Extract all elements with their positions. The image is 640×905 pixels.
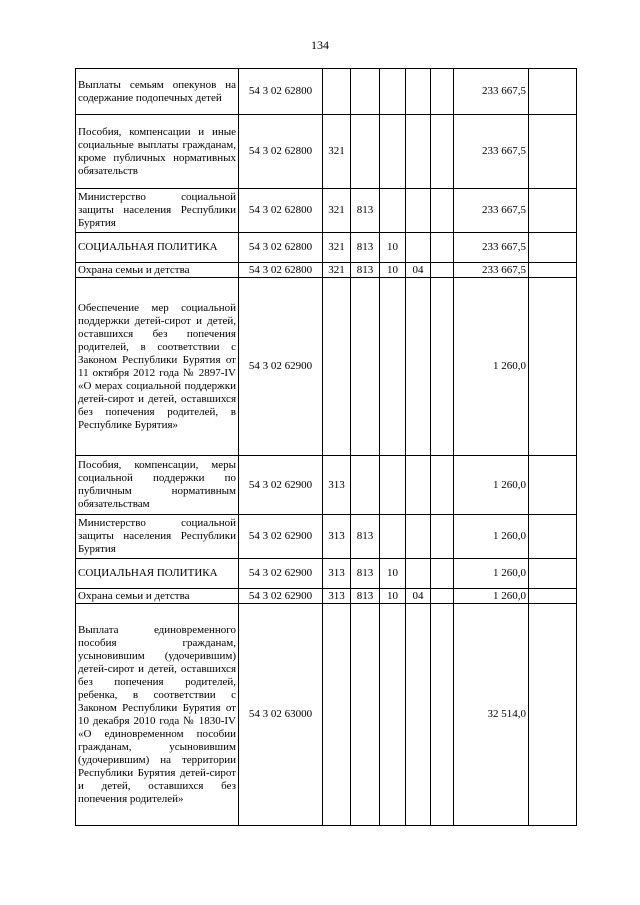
row-ministry-cell xyxy=(351,115,380,189)
row-name-cell: Обеспечение мер социальной поддержки детей-сирот и детей, оставшихся без попечения родителей, в соответствии с Законом Республики Бурятия от 11 октября 2012 года № 2897-IV «О мерах социальной поддержки детей-сирот и детей, оставшихся без попечения родителей, в Республике Бурятия» xyxy=(76,278,239,456)
row-expense-type-cell: 313 xyxy=(323,456,351,515)
row-amount-cell: 233 667,5 xyxy=(454,115,529,189)
row-extra-cell xyxy=(431,278,454,456)
row-code-cell: 54 3 02 62800 xyxy=(239,189,323,233)
row-section-cell xyxy=(380,189,406,233)
row-code-cell: 54 3 02 62800 xyxy=(239,115,323,189)
row-extra-cell xyxy=(431,189,454,233)
row-section-cell xyxy=(380,456,406,515)
row-amount-cell: 1 260,0 xyxy=(454,278,529,456)
row-expense-type-cell xyxy=(323,604,351,826)
row-name-cell: Пособия, компенсации и иные социальные выплаты гражданам, кроме публичных нормативных обязательств xyxy=(76,115,239,189)
row-name-cell: Охрана семьи и детства xyxy=(76,263,239,278)
row-section-cell: 10 xyxy=(380,589,406,604)
row-extra-cell xyxy=(431,589,454,604)
row-blank-cell xyxy=(529,69,577,115)
row-amount-cell: 1 260,0 xyxy=(454,589,529,604)
row-amount-cell: 233 667,5 xyxy=(454,189,529,233)
row-subsection-cell xyxy=(406,189,431,233)
table-row xyxy=(76,456,577,515)
row-section-cell xyxy=(380,69,406,115)
row-expense-type-cell: 321 xyxy=(323,263,351,278)
table-row xyxy=(76,69,577,115)
row-amount-cell: 1 260,0 xyxy=(454,515,529,559)
row-blank-cell xyxy=(529,589,577,604)
row-blank-cell xyxy=(529,559,577,589)
row-ministry-cell: 813 xyxy=(351,559,380,589)
row-subsection-cell xyxy=(406,115,431,189)
row-subsection-cell xyxy=(406,604,431,826)
row-ministry-cell xyxy=(351,278,380,456)
row-ministry-cell: 813 xyxy=(351,515,380,559)
row-blank-cell xyxy=(529,263,577,278)
table-row xyxy=(76,233,577,263)
row-ministry-cell: 813 xyxy=(351,233,380,263)
row-extra-cell xyxy=(431,69,454,115)
row-blank-cell xyxy=(529,278,577,456)
row-expense-type-cell: 321 xyxy=(323,189,351,233)
row-section-cell: 10 xyxy=(380,263,406,278)
row-blank-cell xyxy=(529,604,577,826)
row-section-cell xyxy=(380,115,406,189)
table-body xyxy=(76,69,577,826)
row-ministry-cell xyxy=(351,69,380,115)
row-subsection-cell xyxy=(406,515,431,559)
page-number: 134 xyxy=(311,38,329,52)
row-blank-cell xyxy=(529,233,577,263)
row-amount-cell: 233 667,5 xyxy=(454,233,529,263)
row-blank-cell xyxy=(529,456,577,515)
row-name-cell: Выплаты семьям опекунов на содержание подопечных детей xyxy=(76,69,239,115)
row-extra-cell xyxy=(431,233,454,263)
row-subsection-cell: 04 xyxy=(406,589,431,604)
row-code-cell: 54 3 02 62900 xyxy=(239,589,323,604)
row-expense-type-cell xyxy=(323,278,351,456)
row-code-cell: 54 3 02 62800 xyxy=(239,233,323,263)
row-expense-type-cell xyxy=(323,69,351,115)
row-extra-cell xyxy=(431,559,454,589)
row-subsection-cell xyxy=(406,278,431,456)
row-amount-cell: 1 260,0 xyxy=(454,559,529,589)
row-section-cell: 10 xyxy=(380,233,406,263)
row-subsection-cell: 04 xyxy=(406,263,431,278)
row-code-cell: 54 3 02 62900 xyxy=(239,559,323,589)
row-ministry-cell: 813 xyxy=(351,589,380,604)
row-amount-cell: 233 667,5 xyxy=(454,263,529,278)
row-subsection-cell xyxy=(406,233,431,263)
row-expense-type-cell: 313 xyxy=(323,515,351,559)
row-name-cell: Выплата единовременного пособия гражданам, усыновившим (удочерившим) детей-сирот и детей, оставшихся без попечения родителей, ребенка, в соответствии с Законом Республики Бурятия от 10 декабря 2010 года № 1830-IV «О единовременном пособии гражданам, усыновившим (удочерившим) на территории Республики Бурятия детей-сирот и детей, оставшихся без попечения родителей» xyxy=(76,604,239,826)
table-row xyxy=(76,515,577,559)
row-ministry-cell: 813 xyxy=(351,263,380,278)
row-amount-cell: 233 667,5 xyxy=(454,69,529,115)
row-code-cell: 54 3 02 62900 xyxy=(239,515,323,559)
row-ministry-cell xyxy=(351,604,380,826)
row-blank-cell xyxy=(529,189,577,233)
budget-table xyxy=(75,68,577,826)
row-extra-cell xyxy=(431,263,454,278)
table-row xyxy=(76,604,577,826)
row-subsection-cell xyxy=(406,69,431,115)
row-ministry-cell xyxy=(351,456,380,515)
row-code-cell: 54 3 02 63000 xyxy=(239,604,323,826)
row-section-cell xyxy=(380,604,406,826)
row-expense-type-cell: 321 xyxy=(323,115,351,189)
row-code-cell: 54 3 02 62800 xyxy=(239,263,323,278)
row-expense-type-cell: 313 xyxy=(323,589,351,604)
row-name-cell: Пособия, компенсации, меры социальной поддержки по публичным нормативным обязательствам xyxy=(76,456,239,515)
row-amount-cell: 1 260,0 xyxy=(454,456,529,515)
row-code-cell: 54 3 02 62900 xyxy=(239,456,323,515)
row-code-cell: 54 3 02 62900 xyxy=(239,278,323,456)
row-code-cell: 54 3 02 62800 xyxy=(239,69,323,115)
row-extra-cell xyxy=(431,604,454,826)
row-name-cell: СОЦИАЛЬНАЯ ПОЛИТИКА xyxy=(76,233,239,263)
row-amount-cell: 32 514,0 xyxy=(454,604,529,826)
table-row xyxy=(76,263,577,278)
row-expense-type-cell: 321 xyxy=(323,233,351,263)
row-extra-cell xyxy=(431,115,454,189)
table-row xyxy=(76,589,577,604)
row-name-cell: Министерство социальной защиты населения Республики Бурятия xyxy=(76,189,239,233)
row-name-cell: СОЦИАЛЬНАЯ ПОЛИТИКА xyxy=(76,559,239,589)
row-blank-cell xyxy=(529,515,577,559)
row-ministry-cell: 813 xyxy=(351,189,380,233)
row-subsection-cell xyxy=(406,456,431,515)
row-blank-cell xyxy=(529,115,577,189)
row-expense-type-cell: 313 xyxy=(323,559,351,589)
table-row xyxy=(76,189,577,233)
row-name-cell: Министерство социальной защиты населения Республики Бурятия xyxy=(76,515,239,559)
table-row xyxy=(76,559,577,589)
row-section-cell xyxy=(380,278,406,456)
row-subsection-cell xyxy=(406,559,431,589)
row-extra-cell xyxy=(431,456,454,515)
row-section-cell xyxy=(380,515,406,559)
table-row xyxy=(76,115,577,189)
row-extra-cell xyxy=(431,515,454,559)
table-row xyxy=(76,278,577,456)
row-section-cell: 10 xyxy=(380,559,406,589)
row-name-cell: Охрана семьи и детства xyxy=(76,589,239,604)
